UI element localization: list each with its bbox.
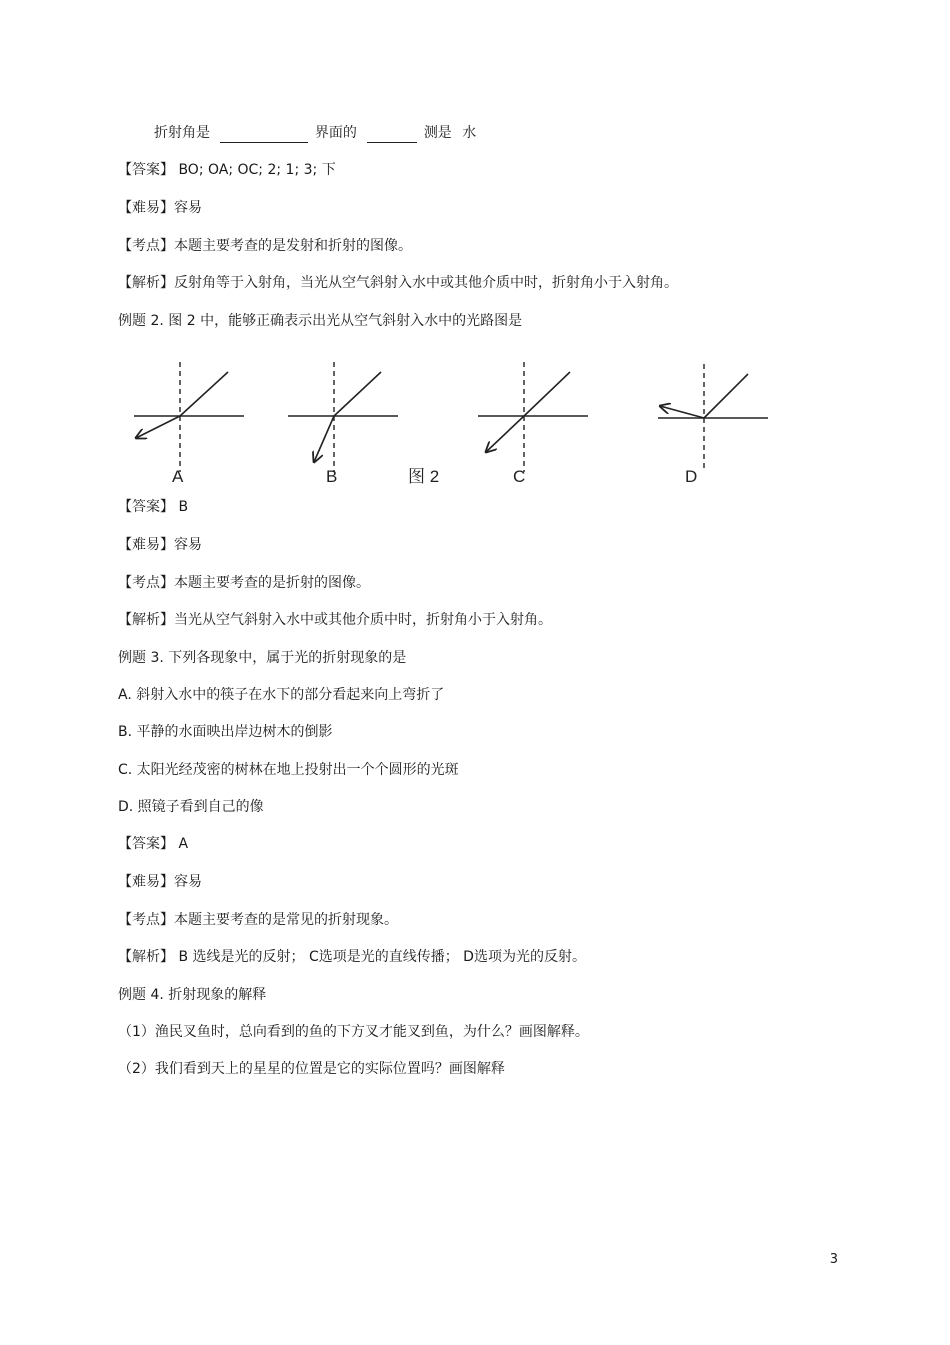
diagram-c	[478, 362, 588, 486]
figure-caption: 图 2	[408, 467, 440, 486]
label-b: B	[326, 467, 338, 486]
analysis-line: 【解析】反射角等于入射角，当光从空气斜射入水中或其他介质中时，折射角小于入射角。	[118, 275, 678, 291]
answer-line: 【答案】 A	[118, 836, 189, 852]
question-line-0	[154, 123, 476, 143]
answer-line: 【答案】 BO; OA; OC; 2; 1; 3; 下	[118, 162, 336, 178]
topic-line: 【考点】本题主要考查的是发射和折射的图像。	[118, 238, 412, 254]
topic-line: 【考点】本题主要考查的是常见的折射现象。	[118, 912, 398, 928]
diagram-d	[658, 364, 768, 486]
sub-question-1: （1）渔民叉鱼时，总向看到的鱼的下方叉才能叉到鱼，为什么？画图解释。	[118, 1024, 589, 1040]
sub-question-2: （2）我们看到天上的星星的位置是它的实际位置吗？画图解释	[118, 1061, 505, 1077]
answer-line: 【答案】 B	[118, 499, 189, 515]
figure-2	[118, 350, 798, 490]
answer-blank	[220, 126, 308, 143]
page-number: 3	[829, 1252, 838, 1267]
text-segment: 水	[462, 125, 477, 141]
topic-line: 【考点】本题主要考查的是折射的图像。	[118, 575, 370, 591]
difficulty-line: 【难易】容易	[118, 874, 202, 890]
text-segment: 测是	[423, 125, 452, 141]
diagram-b	[288, 362, 398, 486]
question-title: 例题 2. 图 2 中，能够正确表示出光从空气斜射入水中的光路图是	[118, 313, 523, 329]
analysis-line: 【解析】当光从空气斜射入水中或其他介质中时，折射角小于入射角。	[118, 612, 552, 628]
option-b: B. 平静的水面映出岸边树木的倒影	[118, 724, 333, 740]
question-title: 例题 4. 折射现象的解释	[118, 987, 267, 1003]
text-segment: 折射角是	[154, 125, 210, 141]
light-path-diagrams	[118, 350, 798, 490]
answer-blank	[367, 126, 417, 143]
diagram-a	[134, 362, 244, 486]
difficulty-line: 【难易】容易	[118, 200, 202, 216]
option-a: A. 斜射入水中的筷子在水下的部分看起来向上弯折了	[118, 687, 445, 703]
label-a: A	[172, 467, 184, 486]
label-d: D	[685, 467, 698, 486]
option-d: D. 照镜子看到自己的像	[118, 799, 264, 815]
option-c: C. 太阳光经茂密的树林在地上投射出一个个圆形的光斑	[118, 762, 459, 778]
analysis-line: 【解析】 B 选线是光的反射； C选项是光的直线传播； D选项为光的反射。	[118, 949, 586, 965]
text-segment: 界面的	[314, 125, 357, 141]
question-title: 例题 3. 下列各现象中，属于光的折射现象的是	[118, 650, 407, 666]
difficulty-line: 【难易】容易	[118, 537, 202, 553]
label-c: C	[513, 467, 526, 486]
